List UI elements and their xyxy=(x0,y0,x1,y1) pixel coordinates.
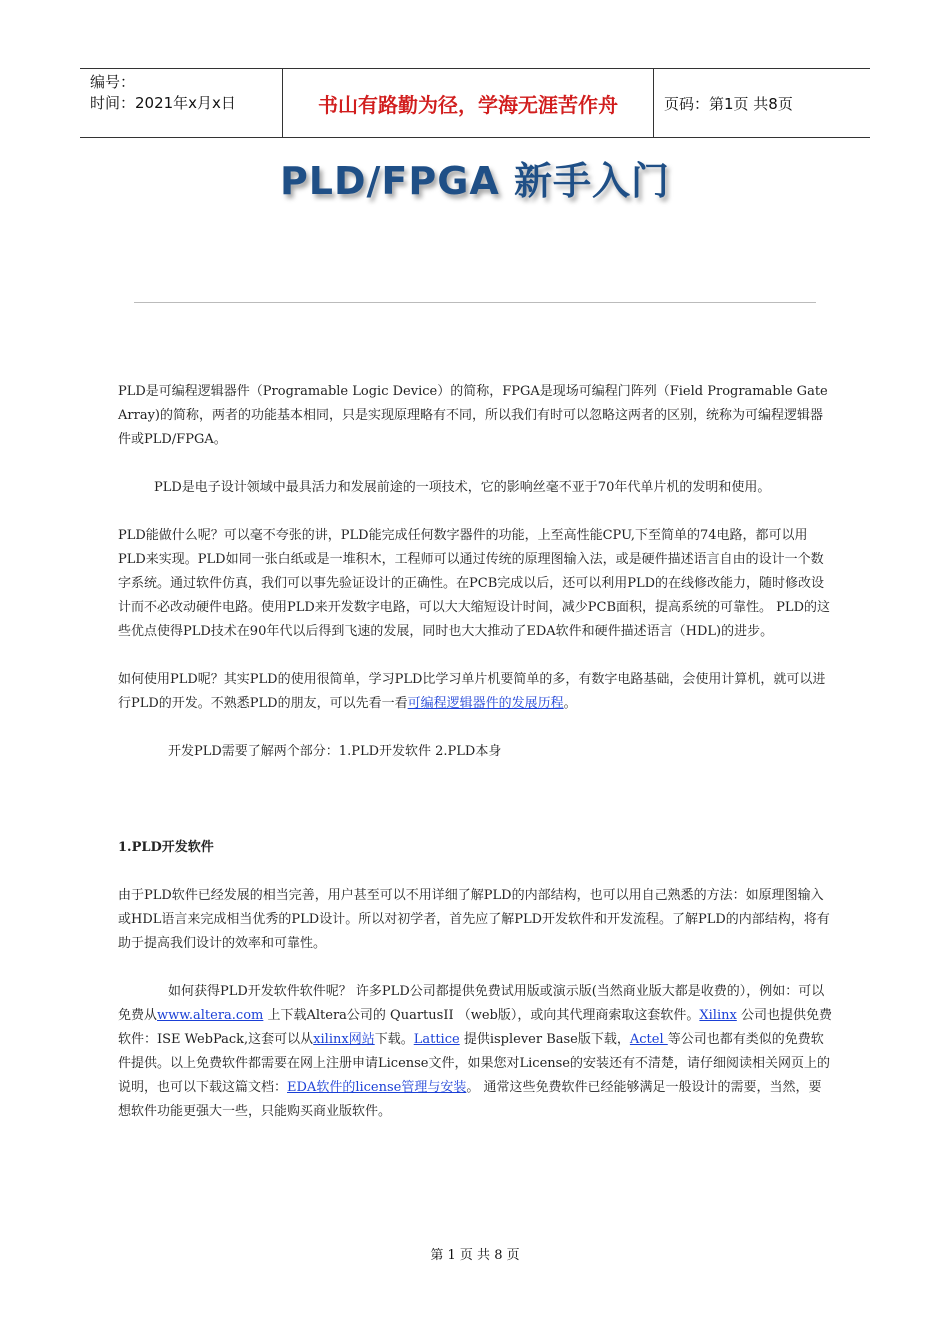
paragraph: 开发PLD需要了解两个部分：1.PLD开发软件 2.PLD本身 xyxy=(168,744,502,759)
header-page-info: 页码：第1页 共8页 xyxy=(664,94,793,113)
banner-title: PLD/FPGA 新手入门 xyxy=(279,159,671,203)
paragraph-text: 如何获得PLD开发软件软件呢？ 许多PLD公司都提供免费试用版或演示版(当然商业版大都是收费的），例如：可以免费从 xyxy=(118,984,825,1023)
paragraph: PLD是电子设计领域中最具活力和发展前途的一项技术，它的影响丝毫不亚于70年代单片机的发明和使用。 xyxy=(154,480,771,495)
link-xilinx-site[interactable]: xilinx网站 xyxy=(313,1032,375,1047)
link-pld-history[interactable]: 可编程逻辑器件的发展历程 xyxy=(407,696,564,711)
link-actel[interactable]: Actel xyxy=(629,1032,668,1047)
link-xilinx[interactable]: Xilinx xyxy=(699,1008,737,1023)
document-body xyxy=(118,380,834,1124)
paragraph xyxy=(118,668,834,716)
link-altera[interactable]: www.altera.com xyxy=(157,1008,264,1023)
paragraph-text: 。 xyxy=(563,696,577,711)
paragraph xyxy=(118,980,834,1124)
paragraph-text: 。 通常这些免费软件已经能够满足一般设计的需要，当然，要想软件功能更强大一些，只能购买商业版软件。 xyxy=(118,1080,822,1119)
paragraph: PLD是可编程逻辑器件（Programable Logic Device）的简称，FPGA是现场可编程门阵列（Field Programable Gate Array)的简称，两者的功能基本相同，只是实现原理略有不同，所以我们有时可以忽略这两者的区别，统称为可编程逻辑器件或PLD/FPGA。 xyxy=(118,384,828,447)
paragraph: PLD能做什么呢？可以毫不夸张的讲，PLD能完成任何数字器件的功能，上至高性能CPU,下至简单的74电路，都可以用PLD来实现。PLD如同一张白纸或是一堆积木，工程师可以通过传统的原理图输入法，或是硬件描述语言自由的设计一个数字系统。通过软件仿真，我们可以事先验证设计的正确性。在PCB完成以后，还可以利用PLD的在线修改能力，随时修改设计而不必改动硬件电路。使用PLD来开发数字电路，可以大大缩短设计时间，减少PCB面积，提高系统的可靠性。 PLD的这些优点使得PLD技术在90年代以后得到飞速的发展，同时也大大推动了EDA软件和硬件描述语言（HDL)的进步。 xyxy=(118,528,830,639)
time-label: 时间：2021年x月x日 xyxy=(90,94,236,112)
document-header xyxy=(80,68,870,138)
page-footer: 第 1 页 共 8 页 xyxy=(430,1248,520,1263)
link-lattice[interactable]: Lattice xyxy=(413,1032,460,1047)
header-motto: 书山有路勤为径，学海无涯苦作舟 xyxy=(282,69,654,137)
paragraph-text: 公司也提供免费软件：ISE WebPack,这套可以从 xyxy=(118,1008,832,1047)
divider xyxy=(134,302,816,303)
paragraph-text: 提供isplever Base版下载， xyxy=(459,1032,630,1047)
section-heading: 1.PLD开发软件 xyxy=(118,840,214,855)
paragraph-text: 上下载Altera公司的 QuartusII （web版），或向其代理商索取这套软件。 xyxy=(263,1008,700,1023)
paragraph: 由于PLD软件已经发展的相当完善，用户甚至可以不用详细了解PLD的内部结构，也可以用自己熟悉的方法：如原理图输入或HDL语言来完成相当优秀的PLD设计。所以对初学者，首先应了解PLD开发软件和开发流程。了解PLD的内部结构，将有助于提高我们设计的效率和可靠性。 xyxy=(118,888,830,951)
header-meta xyxy=(80,69,282,137)
paragraph-text: 等公司也都有类似的免费软件提供。以上免费软件都需要在网上注册申请License文件，如果您对License的安装还有不清楚，请仔细阅读相关网页上的说明，也可以下载这篇文档： xyxy=(118,1032,831,1095)
paragraph-text: 如何使用PLD呢？其实PLD的使用很简单，学习PLD比学习单片机要简单的多，有数字电路基础，会使用计算机，就可以进行PLD的开发。不熟悉PLD的朋友，可以先看一看 xyxy=(118,672,826,711)
paragraph-text: 下载。 xyxy=(374,1032,414,1047)
number-label: 编号： xyxy=(90,73,136,91)
link-eda-license[interactable]: EDA软件的license管理与安装 xyxy=(287,1080,467,1095)
